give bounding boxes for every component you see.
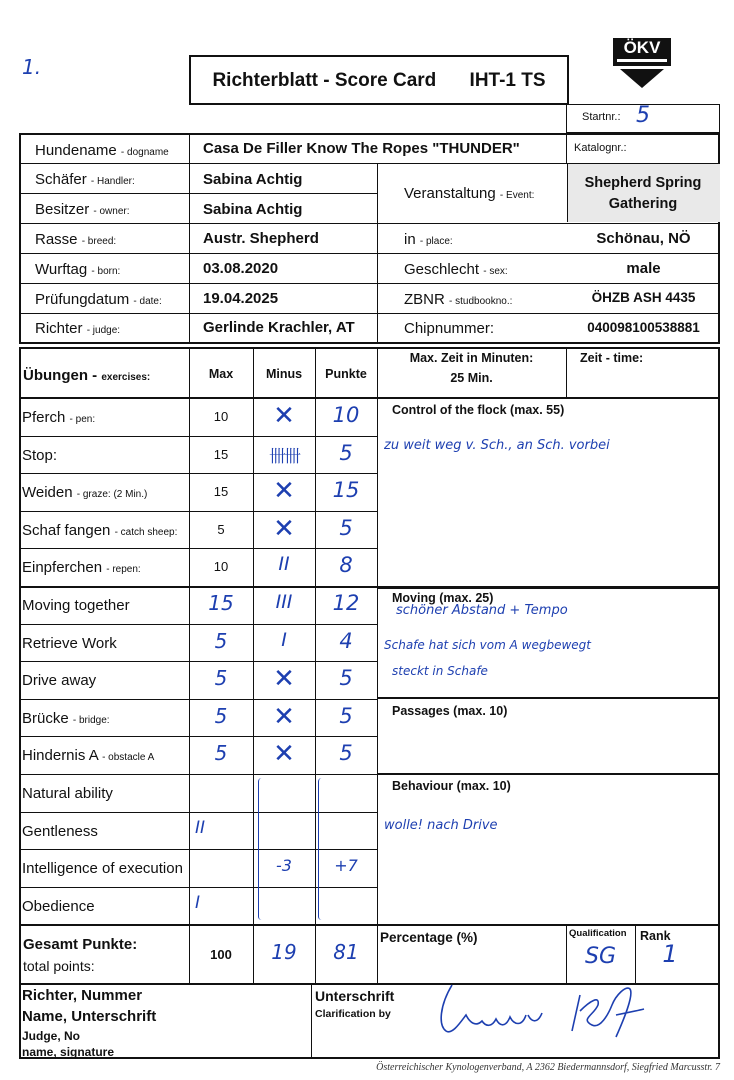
behaviour-max: II <box>195 817 206 838</box>
exercise-label: Drive away <box>22 672 97 690</box>
breed-value: Austr. Shepherd <box>203 230 319 247</box>
clarification-label: Clarification by <box>315 1008 391 1020</box>
exercise-max: 5 <box>214 666 228 691</box>
qualification-value: SG <box>584 944 616 969</box>
judge-signature <box>430 975 670 1045</box>
place-value: Schönau, NÖ <box>596 230 691 247</box>
chip-value: 040098100538881 <box>587 320 700 335</box>
moving-note-3: steckt in Schafe <box>392 664 488 678</box>
exercise-label: Hindernis A - obstacle A <box>22 747 155 765</box>
exercise-minus: I <box>281 628 287 651</box>
moving-note-2: Schafe hat sich vom A wegbewegt <box>384 638 591 652</box>
behaviour-minus: -3 <box>276 856 292 876</box>
date-label: Prüfungdatum - date: <box>35 291 162 308</box>
born-label: Wurftag - born: <box>35 261 121 278</box>
exercise-label: Brücke - bridge: <box>22 709 110 727</box>
handler-value: Sabina Achtig <box>203 171 303 188</box>
points-bracket <box>318 778 325 920</box>
exercise-points: 5 <box>339 666 353 691</box>
dogname-value: Casa De Filler Know The Ropes "THUNDER" <box>203 140 520 157</box>
studbook-value: ÖHZB ASH 4435 <box>591 290 696 305</box>
passages-title: Passages (max. 10) <box>392 704 508 718</box>
minus-cross-icon: ✕ <box>273 512 295 543</box>
behaviour-title: Behaviour (max. 10) <box>392 779 511 793</box>
exercise-points: 4 <box>339 628 353 653</box>
behaviour-points: +7 <box>334 856 358 876</box>
qualification-label: Qualification <box>569 928 627 939</box>
studbook-label: ZBNR - studbookno.: <box>404 291 513 308</box>
exercise-label: Moving together <box>22 597 130 614</box>
page-marker: 1. <box>22 55 42 79</box>
minus-cross-icon: ✕ <box>273 663 295 694</box>
exercise-max: 5 <box>217 521 225 537</box>
exercise-max: 15 <box>213 484 229 500</box>
test-class: IHT-1 TS <box>469 70 546 91</box>
unterschrift-label: Unterschrift <box>315 988 395 1004</box>
date-value: 19.04.2025 <box>203 290 279 307</box>
row-divider <box>19 699 377 700</box>
points-header: Punkte <box>325 367 367 381</box>
row-divider <box>19 661 377 662</box>
title-text: Richterblatt - Score Card <box>212 70 437 91</box>
exercise-minus: II <box>278 553 290 576</box>
exercise-label: Retrieve Work <box>22 634 117 652</box>
rank-label: Rank <box>640 929 671 943</box>
event-label: Veranstaltung - Event: <box>404 185 535 202</box>
page-title <box>189 70 569 92</box>
minus-cross-icon: ✕ <box>273 400 295 430</box>
total-max: 100 <box>210 947 232 962</box>
exercise-label: Pferch - pen: <box>22 409 96 426</box>
behaviour-label: Natural ability <box>22 785 113 802</box>
behaviour-label: Obedience <box>22 897 95 915</box>
minus-header: Minus <box>265 367 303 381</box>
handler-label: Schäfer - Handler: <box>35 171 135 188</box>
sex-label: Geschlecht - sex: <box>404 261 508 278</box>
moving-title: Moving (max. 25) <box>392 591 494 605</box>
okv-logo <box>612 36 672 90</box>
exercise-points: 15 <box>332 478 360 503</box>
behaviour-note: wolle! nach Drive <box>384 818 498 833</box>
exercise-points: 12 <box>332 591 360 615</box>
owner-value: Sabina Achtig <box>203 201 303 218</box>
exercise-label: Weiden - graze: (2 Min.) <box>22 484 148 502</box>
startnr-label: Startnr.: <box>582 111 621 123</box>
judge-value: Gerlinde Krachler, AT <box>203 319 355 336</box>
max-time-value: 25 Min. <box>450 371 493 385</box>
moving-note-1: schöner Abstand + Tempo <box>396 603 568 618</box>
minus-cross-icon: ✕ <box>273 738 295 769</box>
exercise-max: 10 <box>213 409 229 424</box>
rank-value: 1 <box>662 940 678 968</box>
tally-marks-icon: 卌卌 <box>269 446 299 466</box>
exercise-label: Schaf fangen - catch sheep: <box>22 521 178 539</box>
behaviour-label: Gentleness <box>22 822 98 840</box>
max-header: Max <box>208 367 234 381</box>
owner-label: Besitzer - owner: <box>35 201 130 218</box>
logo-text: ÖKV <box>623 38 661 57</box>
control-title: Control of the flock (max. 55) <box>392 403 565 417</box>
total-sub: total points: <box>23 958 95 974</box>
exercise-points: 5 <box>339 440 353 465</box>
exercise-points: 10 <box>332 403 360 427</box>
exercise-max: 5 <box>214 703 228 728</box>
total-points: 81 <box>333 940 359 964</box>
sig-line-3: Judge, No <box>22 1029 81 1043</box>
control-note: zu weit weg v. Sch., an Sch. vorbei <box>384 438 610 453</box>
exercise-label: Einpferchen - repen: <box>22 559 141 577</box>
sig-line-2: Name, Unterschrift <box>22 1008 157 1025</box>
row-divider <box>19 511 377 512</box>
time-label: Zeit - time: <box>580 351 644 365</box>
total-minus: 19 <box>271 940 297 964</box>
exercise-max: 5 <box>214 628 228 653</box>
footer: Österreichischer Kynologenverband, A 2362 Biedermannsdorf, Siegfried Marcusstr. 7 <box>376 1062 720 1073</box>
exercise-points: 5 <box>339 703 353 728</box>
exercise-max: 15 <box>213 446 229 462</box>
row-divider <box>19 736 377 737</box>
percentage-label: Percentage (%) <box>380 930 478 945</box>
exercise-minus: III <box>275 591 293 613</box>
exercise-max: 15 <box>208 591 234 615</box>
max-time-label: Max. Zeit in Minuten: <box>409 351 534 365</box>
exercise-max: 10 <box>213 559 229 575</box>
behaviour-label: Intelligence of execution <box>22 860 183 878</box>
breed-label: Rasse - breed: <box>35 231 117 248</box>
total-label: Gesamt Punkte: <box>23 936 138 953</box>
row-divider <box>19 473 377 474</box>
exercise-points: 8 <box>339 553 353 578</box>
exercise-label: Stop: <box>22 446 58 464</box>
exercise-points: 5 <box>339 515 353 540</box>
row-divider <box>19 436 377 437</box>
exercise-max: 5 <box>214 741 228 766</box>
katalognr-label: Katalognr.: <box>574 142 627 154</box>
chip-label: Chipnummer: <box>404 320 495 337</box>
judge-label: Richter - judge: <box>35 320 121 337</box>
row-divider <box>19 548 377 549</box>
minus-bracket <box>258 778 265 920</box>
place-label: in - place: <box>404 231 453 248</box>
row-divider <box>19 624 377 625</box>
minus-cross-icon: ✕ <box>273 700 295 731</box>
born-value: 03.08.2020 <box>203 260 279 277</box>
sig-line-1: Richter, Nummer <box>22 987 143 1004</box>
sex-value: male <box>626 260 661 277</box>
exercises-header: Übungen - exercises: <box>23 367 151 384</box>
dogname-label: Hundename - dogname <box>35 142 169 159</box>
minus-cross-icon: ✕ <box>273 475 295 506</box>
exercise-points: 5 <box>339 741 353 766</box>
sig-line-4: name, signature <box>22 1045 115 1059</box>
event-value: Shepherd Spring Gathering <box>584 175 702 212</box>
startnr-value: 5 <box>636 103 650 128</box>
row-divider <box>19 774 377 775</box>
behaviour-max: I <box>195 892 201 913</box>
